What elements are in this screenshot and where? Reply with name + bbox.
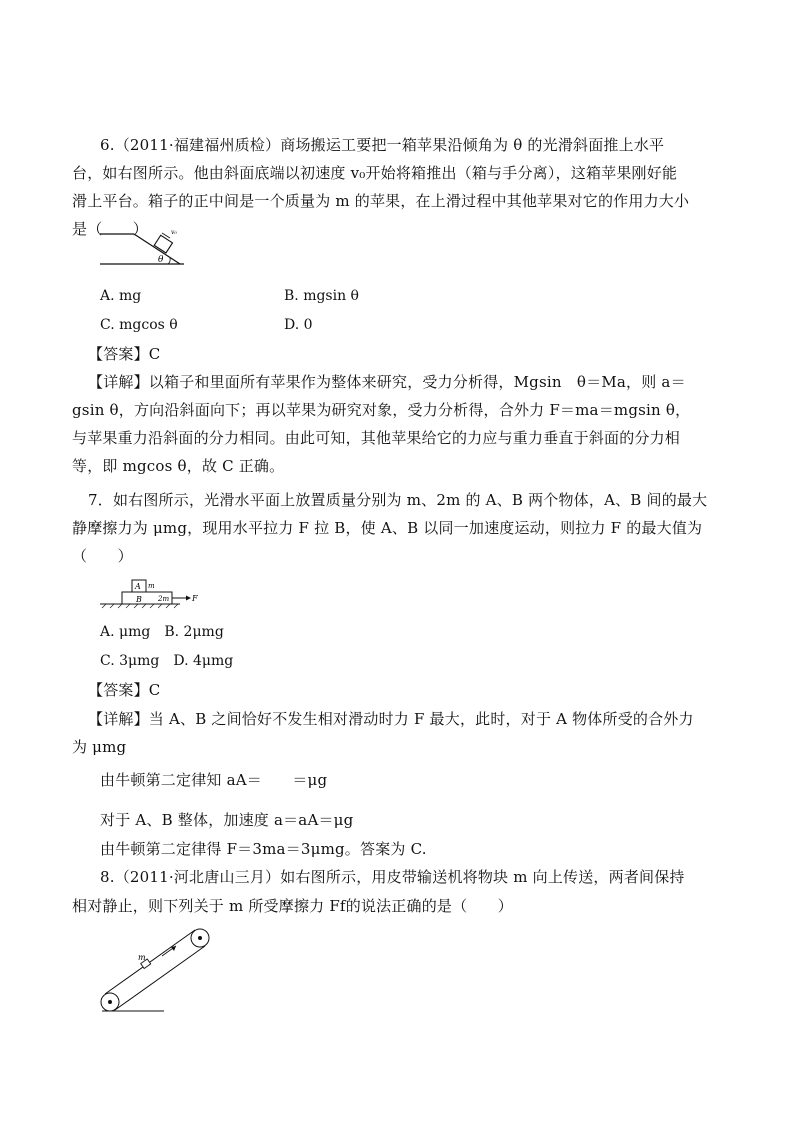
q7-answer: 【答案】C: [88, 681, 161, 699]
q7-step-2: 对于 A、B 整体，加速度 a＝aA＝μg: [100, 811, 354, 829]
label-f: F: [192, 594, 198, 603]
q6-line-4: 是（ ）: [72, 220, 149, 238]
q6-line-3: 滑上平台。箱子的正中间是一个质量为 m 的苹果，在上滑过程中其他苹果对它的作用力大小: [72, 192, 690, 210]
q7-line-1: 7．如右图所示，光滑水平面上放置质量分别为 m、2m 的 A、B 两个物体，A、B 间的最大: [88, 491, 708, 509]
q6-option-d: D. 0: [284, 317, 313, 333]
belt-top: [105, 930, 195, 994]
q7-blocks-figure: [100, 574, 200, 610]
q6-option-a: A. mg: [100, 288, 142, 304]
force-arrow-head: [186, 596, 191, 601]
q6-incline-figure: [100, 222, 190, 270]
q7-step-1: 由牛顿第二定律知 aA＝ ＝μg: [100, 771, 328, 789]
q6-detail-4: 等，即 mgcos θ，故 C 正确。: [72, 457, 285, 475]
q7-detail-1: 【详解】当 A、B 之间恰好不发生相对滑动时力 F 最大，此时，对于 A 物体所受的合外力: [88, 710, 694, 728]
q7-step-3: 由牛顿第二定律得 F＝3ma＝3μmg。答案为 C.: [100, 840, 427, 858]
q7-options-cd: C. 3μmg D. 4μmg: [100, 653, 234, 669]
q7-options-ab: A. μmg B. 2μmg: [100, 624, 224, 640]
q7-detail-2: 为 μmg: [72, 738, 127, 756]
incline-line: [134, 234, 180, 264]
label-m: m: [138, 953, 146, 962]
ground-hatching: [102, 604, 178, 608]
label-2m: 2m: [158, 595, 170, 603]
q6-detail-1: 【详解】以箱子和里面所有苹果作为整体来研究，受力分析得，Mgsin θ＝Ma，则 a＝: [88, 373, 686, 391]
q7-line-3: （ ）: [72, 547, 133, 565]
angle-arc: [168, 258, 170, 264]
label-a: A: [135, 582, 141, 591]
q6-line-2: 台，如右图所示。他由斜面底端以初速度 v₀开始将箱推出（箱与手分离），这箱苹果刚好能: [72, 164, 678, 182]
label-m: m: [148, 582, 155, 590]
lower-pulley-axle: [108, 1000, 112, 1004]
q6-option-c: C. mgcos θ: [100, 317, 178, 333]
q6-detail-3: 与苹果重力沿斜面的分力相同。由此可知，其他苹果给它的力应与重力垂直于斜面的分力相: [72, 429, 681, 447]
q6-option-b: B. mgsin θ: [284, 288, 359, 304]
q6-line-1: 6.（2011·福建福州质检）商场搬运工要把一箱苹果沿倾角为 θ 的光滑斜面推上水平: [100, 136, 665, 154]
belt-bottom: [115, 946, 205, 1010]
v0-label: v₀: [171, 229, 177, 236]
q8-line-2: 相对静止，则下列关于 m 所受摩擦力 Ff的说法正确的是（ ）: [72, 897, 513, 915]
q7-line-2: 静摩擦力为 μmg，现用水平拉力 F 拉 B，使 A、B 以同一加速度运动，则拉力 F 的最大值为: [72, 519, 703, 537]
upper-pulley-axle: [198, 936, 202, 940]
q8-line-1: 8.（2011·河北唐山三月）如右图所示，用皮带输送机将物块 m 向上传送，两者间保持: [100, 868, 685, 886]
q8-conveyor-figure: [98, 922, 218, 1014]
theta-label: θ: [158, 255, 164, 265]
q6-detail-2: gsin θ，方向沿斜面向下；再以苹果为研究对象，受力分析得，合外力 F＝ma＝mgsin θ，: [72, 401, 691, 419]
q6-answer: 【答案】C: [88, 345, 161, 363]
label-b: B: [136, 595, 142, 604]
